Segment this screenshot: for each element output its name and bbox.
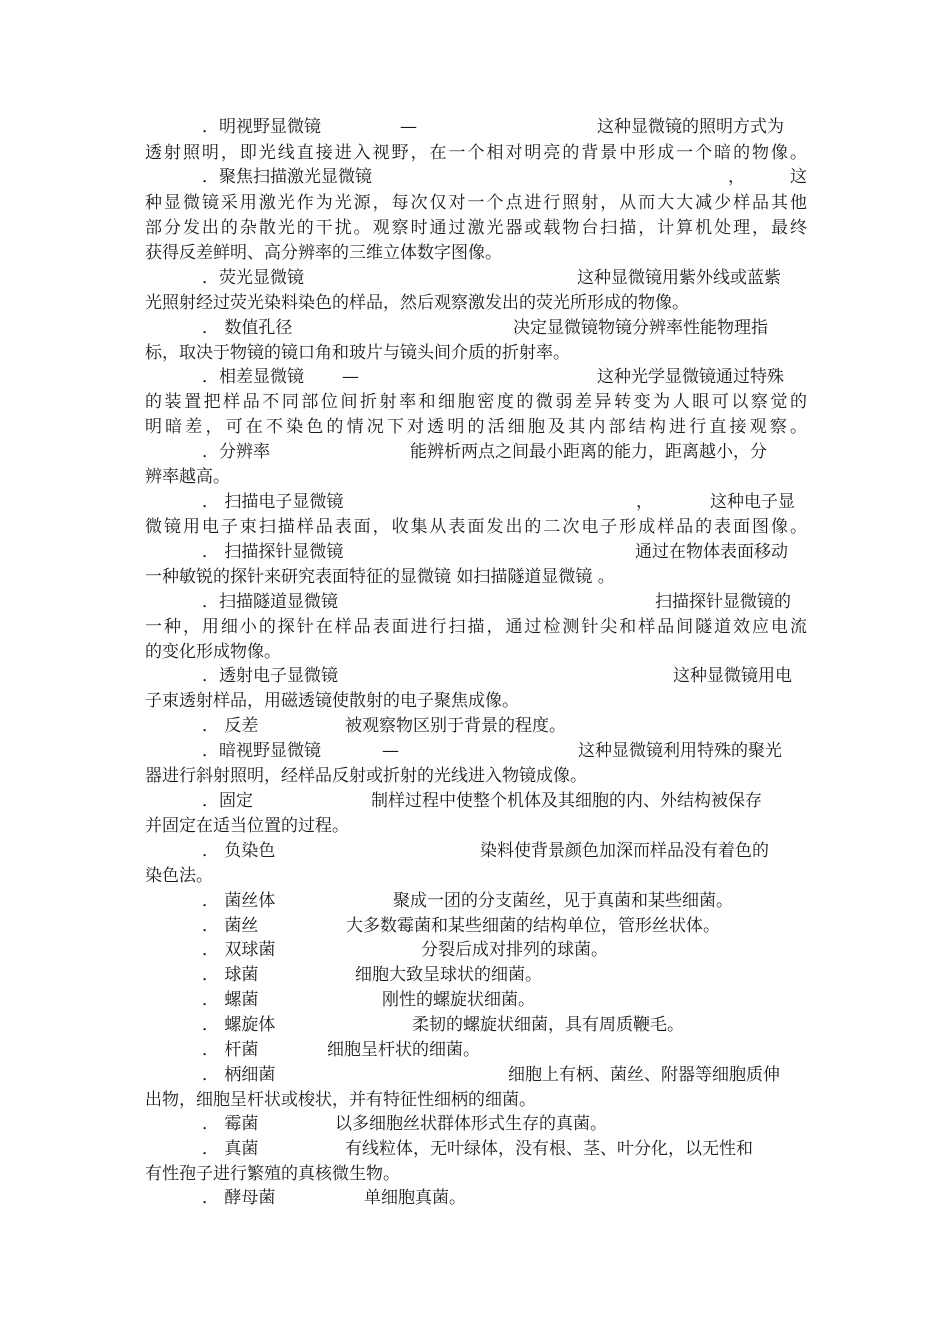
entry-bright-field-microscope [145, 114, 807, 140]
entry-spirochete [145, 1012, 807, 1038]
definition-line: 透射照明，即光线直接进入视野，在一个相对明亮的背景中形成一个暗的物像。 [145, 143, 807, 163]
definition-text: 这种显微镜用电 [673, 666, 792, 686]
definition-line: 的装置把样品不同部位间折射率和细胞密度的微弱差异转变为人眼可以察觉的 [145, 392, 807, 412]
definition-text: 聚成一团的分支菌丝，见于真菌和某些细菌。 [393, 891, 733, 911]
entry-hypha [145, 913, 807, 939]
definition-text: 染料使背景颜色加深而样品没有着色的 [480, 841, 769, 861]
term: ． 负染色 [202, 841, 276, 861]
definition-line: 部分发出的杂散光的干扰。观察时通过激光器或载物台扫描，计算机处理，最终 [145, 218, 807, 238]
term: ． 球菌 [202, 965, 259, 985]
term: ．透射电子显微镜 [202, 666, 338, 686]
definition-line: 染色法。 [145, 866, 213, 886]
definition-text: 细胞大致呈球状的细菌。 [355, 965, 542, 985]
entry-dark-field-microscope [145, 738, 807, 764]
entry-diplococcus [145, 937, 807, 963]
entry-fixation [145, 788, 807, 814]
definition-line: 一种敏锐的探针来研究表面特征的显微镜 如扫描隧道显微镜 。 [145, 567, 615, 587]
definition-line: 出物，细胞呈杆状或梭状，并有特征性细柄的细菌。 [145, 1090, 536, 1110]
term: ． 真菌 [202, 1139, 259, 1159]
term: ．暗视野显微镜 [202, 741, 321, 761]
dash: — [382, 741, 399, 761]
definition-line: 获得反差鲜明、高分辨率的三维立体数字图像。 [145, 243, 502, 263]
entry-fungi [145, 1136, 807, 1162]
entry-yeast [145, 1185, 807, 1211]
term: ．聚焦扫描激光显微镜 [202, 167, 372, 187]
term: ．扫描隧道显微镜 [202, 592, 338, 612]
definition-line: 明暗差，可在不染色的情况下对透明的活细胞及其内部结构进行直接观察。 [145, 417, 807, 437]
term: ．明视野显微镜 [202, 117, 321, 137]
definition-text: 以多细胞丝状群体形式生存的真菌。 [335, 1114, 607, 1134]
term: ．分辨率 [202, 442, 270, 462]
dash: — [342, 367, 359, 387]
definition-text: 单细胞真菌。 [364, 1188, 466, 1208]
definition-text: 分裂后成对排列的球菌。 [421, 940, 608, 960]
definition-line: 一种，用细小的探针在样品表面进行扫描，通过检测针尖和样品间隧道效应电流 [145, 617, 807, 637]
entry-negative-staining [145, 838, 807, 864]
term: ． 菌丝体 [202, 891, 276, 911]
entry-contrast [145, 713, 807, 739]
entry-transmission-electron-microscope [145, 663, 807, 689]
entry-mold [145, 1111, 807, 1137]
term: ．相差显微镜 [202, 367, 304, 387]
term: ．荧光显微镜 [202, 268, 304, 288]
definition-text: 细胞呈杆状的细菌。 [327, 1040, 480, 1060]
definition-line: 微镜用电子束扫描样品表面，收集从表面发出的二次电子形成样品的表面图像。 [145, 517, 807, 537]
dash: — [400, 117, 417, 137]
term: ． 扫描电子显微镜 [202, 492, 344, 512]
definition-line: 有性孢子进行繁殖的真核微生物。 [145, 1164, 400, 1184]
term: ． 反差 [202, 716, 259, 736]
definition-text: 这种显微镜的照明方式为 [597, 117, 784, 137]
term: ． 扫描探针显微镜 [202, 542, 344, 562]
definition-text: 柔韧的螺旋状细菌，具有周质鞭毛。 [412, 1015, 684, 1035]
definition-text: 大多数霉菌和某些细菌的结构单位，管形丝状体。 [346, 916, 720, 936]
term: ． 数值孔径 [202, 318, 293, 338]
definition-line: 的变化形成物像。 [145, 642, 281, 662]
term: ． 杆菌 [202, 1040, 259, 1060]
definition-text: 扫描探针显微镜的 [655, 592, 791, 612]
definition-text: 决定显微镜物镜分辨率性能物理指 [513, 318, 768, 338]
definition-text: 细胞上有柄、菌丝、附器等细胞质伸 [508, 1065, 780, 1085]
entry-phase-contrast-microscope [145, 364, 807, 390]
definition-line: 种显微镜采用激光作为光源，每次仅对一个点进行照射，从而大大减少样品其他 [145, 193, 807, 213]
term: ． 螺菌 [202, 990, 259, 1010]
entry-scanning-tunneling-microscope [145, 589, 807, 615]
term: ． 酵母菌 [202, 1188, 276, 1208]
definition-text: 刚性的螺旋状细菌。 [382, 990, 535, 1010]
definition-text: 被观察物区别于背景的程度。 [345, 716, 566, 736]
comma: ， [728, 167, 745, 187]
definition-line: 标，取决于物镜的镜口角和玻片与镜头间介质的折射率。 [145, 343, 570, 363]
definition-line: 并固定在适当位置的过程。 [145, 816, 349, 836]
term: ． 柄细菌 [202, 1065, 276, 1085]
entry-coccus [145, 962, 807, 988]
entry-fluorescence-microscope [145, 265, 807, 291]
term: ． 双球菌 [202, 940, 276, 960]
definition-line: 器进行斜射照明，经样品反射或折射的光线进入物镜成像。 [145, 766, 587, 786]
entry-scanning-electron-microscope [145, 489, 807, 515]
definition-text: 制样过程中使整个机体及其细胞的内、外结构被保存 [371, 791, 762, 811]
term: ． 霉菌 [202, 1114, 259, 1134]
entry-confocal-microscope [145, 164, 807, 190]
definition-text: 有线粒体，无叶绿体，没有根、茎、叶分化，以无性和 [345, 1139, 753, 1159]
definition-text: 这 [790, 167, 807, 187]
definition-line: 光照射经过荧光染料染色的样品，然后观察激发出的荧光所形成的物像。 [145, 293, 689, 313]
entry-bacillus [145, 1037, 807, 1063]
definition-text: 这种电子显 [710, 492, 795, 512]
definition-text: 这种显微镜利用特殊的聚光 [578, 741, 782, 761]
entry-resolution [145, 439, 807, 465]
definition-text: 这种光学显微镜通过特殊 [597, 367, 784, 387]
term: ． 菌丝 [202, 916, 259, 936]
entry-scanning-probe-microscope [145, 539, 807, 565]
entry-spirillum [145, 987, 807, 1013]
definition-text: 这种显微镜用紫外线或蓝紫 [577, 268, 781, 288]
term: ．固定 [202, 791, 253, 811]
definition-text: 能辨析两点之间最小距离的能力，距离越小，分 [410, 442, 767, 462]
definition-text: 通过在物体表面移动 [635, 542, 788, 562]
entry-numerical-aperture [145, 315, 807, 341]
entry-mycelium [145, 888, 807, 914]
term: ． 螺旋体 [202, 1015, 276, 1035]
definition-line: 子束透射样品，用磁透镜使散射的电子聚焦成像。 [145, 691, 519, 711]
comma: ， [636, 492, 653, 512]
definition-line: 辨率越高。 [145, 467, 230, 487]
entry-prosthecate-bacteria [145, 1062, 807, 1088]
